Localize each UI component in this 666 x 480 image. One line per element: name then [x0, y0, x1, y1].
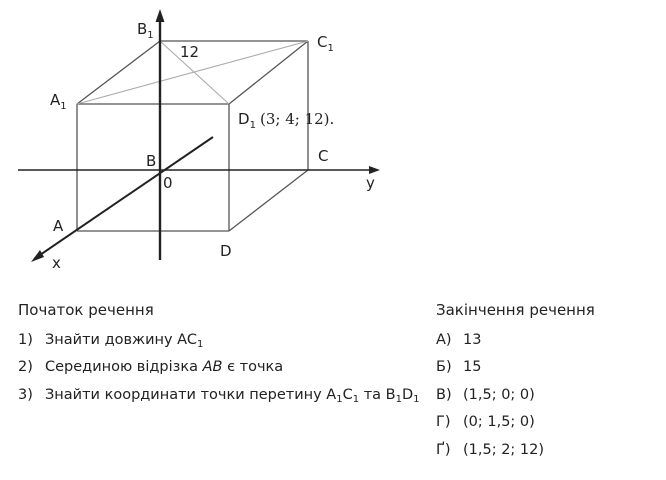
answer-value: (0; 1,5; 0) [463, 414, 535, 430]
left-item-number: 2) [18, 359, 33, 375]
axis-x-arrow [31, 250, 44, 262]
label-a: A [53, 217, 64, 235]
edge-b1-a1 [77, 41, 160, 104]
axis-x-line [40, 137, 213, 255]
answer-letter: А) [436, 332, 452, 348]
label-b1: $B_1$ [137, 20, 154, 41]
edge-c1-d1 [229, 41, 308, 104]
label-d: D [220, 242, 232, 260]
answer-letter: Г) [436, 414, 451, 430]
origin-label: 0 [163, 174, 173, 192]
axis-y-label: y [366, 174, 375, 192]
answer-value: 15 [463, 359, 482, 375]
answer-letter: В) [436, 387, 452, 403]
answer-value: (1,5; 2; 12) [463, 442, 545, 458]
label-c1: $C_1$ [317, 33, 334, 54]
box-edges [77, 41, 308, 231]
answer-value: 13 [463, 332, 482, 348]
d1-coordinates: (3; 4; 12). [260, 110, 335, 128]
label-b: B [146, 152, 157, 170]
left-item-text: Серединою відрізка AB є точка [45, 359, 284, 375]
right-column-header: Закінчення речення [436, 301, 595, 319]
answer-letter: Б) [436, 359, 452, 375]
axis-x-label: x [52, 254, 61, 272]
left-item-number: 3) [18, 387, 33, 403]
label-c: C [318, 147, 329, 165]
edge-length-label: 12 [180, 43, 200, 61]
axis-y-arrow [369, 166, 380, 174]
answer-letter: Ґ) [436, 442, 451, 458]
label-d1: $D_1$ [238, 110, 256, 131]
answer-value: (1,5; 0; 0) [463, 387, 535, 403]
axis-z-arrow [156, 9, 165, 22]
left-column-header: Початок речення [18, 301, 154, 319]
left-item-text: Знайти довжину $AC_1$ [45, 332, 204, 350]
edge-d-c [229, 170, 308, 231]
label-a1: $A_1$ [50, 91, 67, 112]
left-item-number: 1) [18, 332, 33, 348]
left-item-text: Знайти координати точки перетину $A_1C_1$ та $B_1D_1$ [45, 387, 420, 405]
